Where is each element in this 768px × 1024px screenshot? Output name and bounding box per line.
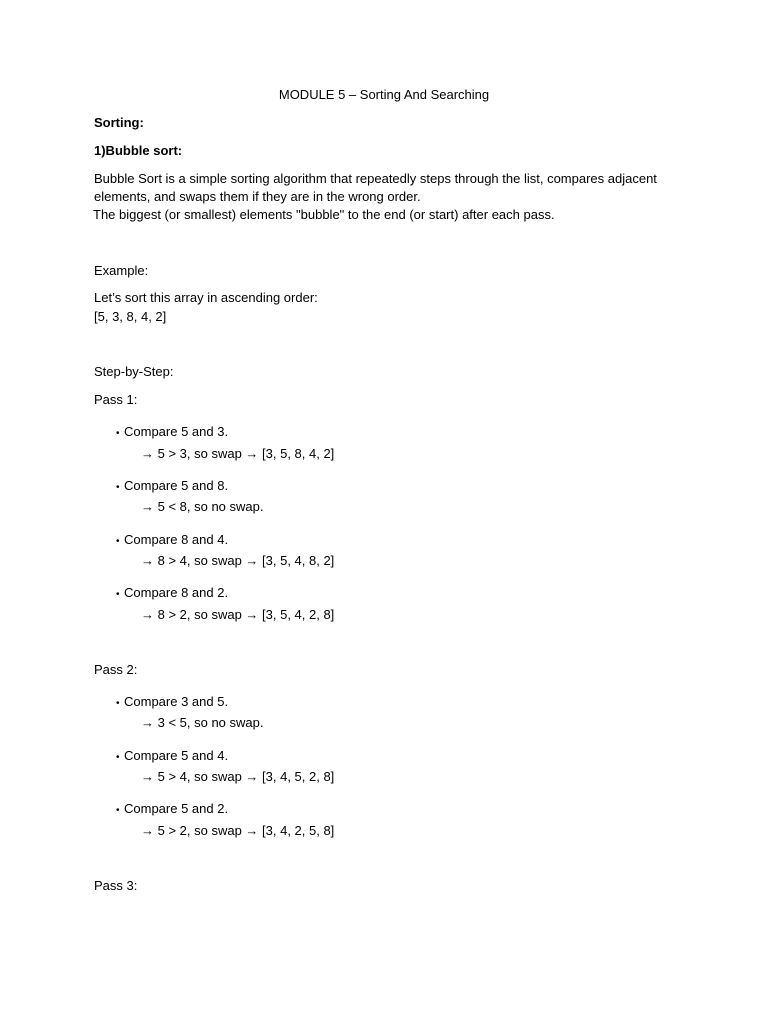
list-item [116, 747, 228, 767]
compare-text: Compare 5 and 3. [124, 424, 229, 439]
bullet-icon: • [116, 536, 120, 547]
list-item [116, 693, 228, 713]
step-result: → 5 > 2, so swap → [3, 4, 2, 5, 8] [141, 823, 335, 838]
compare-text: Compare 5 and 8. [124, 478, 229, 493]
intro-paragraph: Bubble Sort is a simple sorting algorithm that repeatedly steps through the list, compares adjacent elements, and swaps them if they are in the wrong order. [94, 171, 657, 204]
intro-paragraph-2: The biggest (or smallest) elements "bubble" to the end (or start) after each pass. [93, 207, 555, 222]
list-item [116, 531, 228, 551]
page-title: MODULE 5 – Sorting And Searching [278, 87, 490, 102]
bullet-icon: • [116, 589, 120, 600]
bullet-icon: • [116, 428, 120, 439]
subsection-heading: 1)Bubble sort: [94, 143, 183, 158]
list-item [116, 477, 228, 497]
section-heading: Sorting: [94, 115, 144, 130]
list-item [116, 800, 228, 820]
step-result: → 5 < 8, so no swap. [141, 499, 264, 514]
step-result: → 3 < 5, so no swap. [141, 715, 264, 730]
steps-label: Step-by-Step: [94, 364, 174, 379]
list-item [116, 584, 228, 604]
step-result: → 5 > 4, so swap → [3, 4, 5, 2, 8] [141, 769, 335, 784]
pass-label: Pass 2: [94, 662, 138, 677]
pass-label: Pass 1: [94, 392, 138, 407]
example-label: Example: [94, 263, 149, 278]
step-result: → 8 > 2, so swap → [3, 5, 4, 2, 8] [141, 607, 335, 622]
bullet-icon: • [116, 805, 120, 816]
step-result: → 5 > 3, so swap → [3, 5, 8, 4, 2] [141, 446, 335, 461]
list-item [116, 423, 228, 443]
bullet-icon: • [116, 698, 120, 709]
compare-text: Compare 3 and 5. [124, 694, 229, 709]
pass-label: Pass 3: [94, 878, 138, 893]
bullet-icon: • [116, 752, 120, 763]
bullet-icon: • [116, 482, 120, 493]
step-result: → 8 > 4, so swap → [3, 5, 4, 8, 2] [141, 553, 335, 568]
compare-text: Compare 8 and 4. [124, 532, 229, 547]
example-description: Let’s sort this array in ascending order: [94, 290, 318, 305]
compare-text: Compare 5 and 2. [124, 801, 229, 816]
compare-text: Compare 8 and 2. [124, 585, 229, 600]
compare-text: Compare 5 and 4. [124, 748, 229, 763]
example-array: [5, 3, 8, 4, 2] [94, 309, 167, 324]
